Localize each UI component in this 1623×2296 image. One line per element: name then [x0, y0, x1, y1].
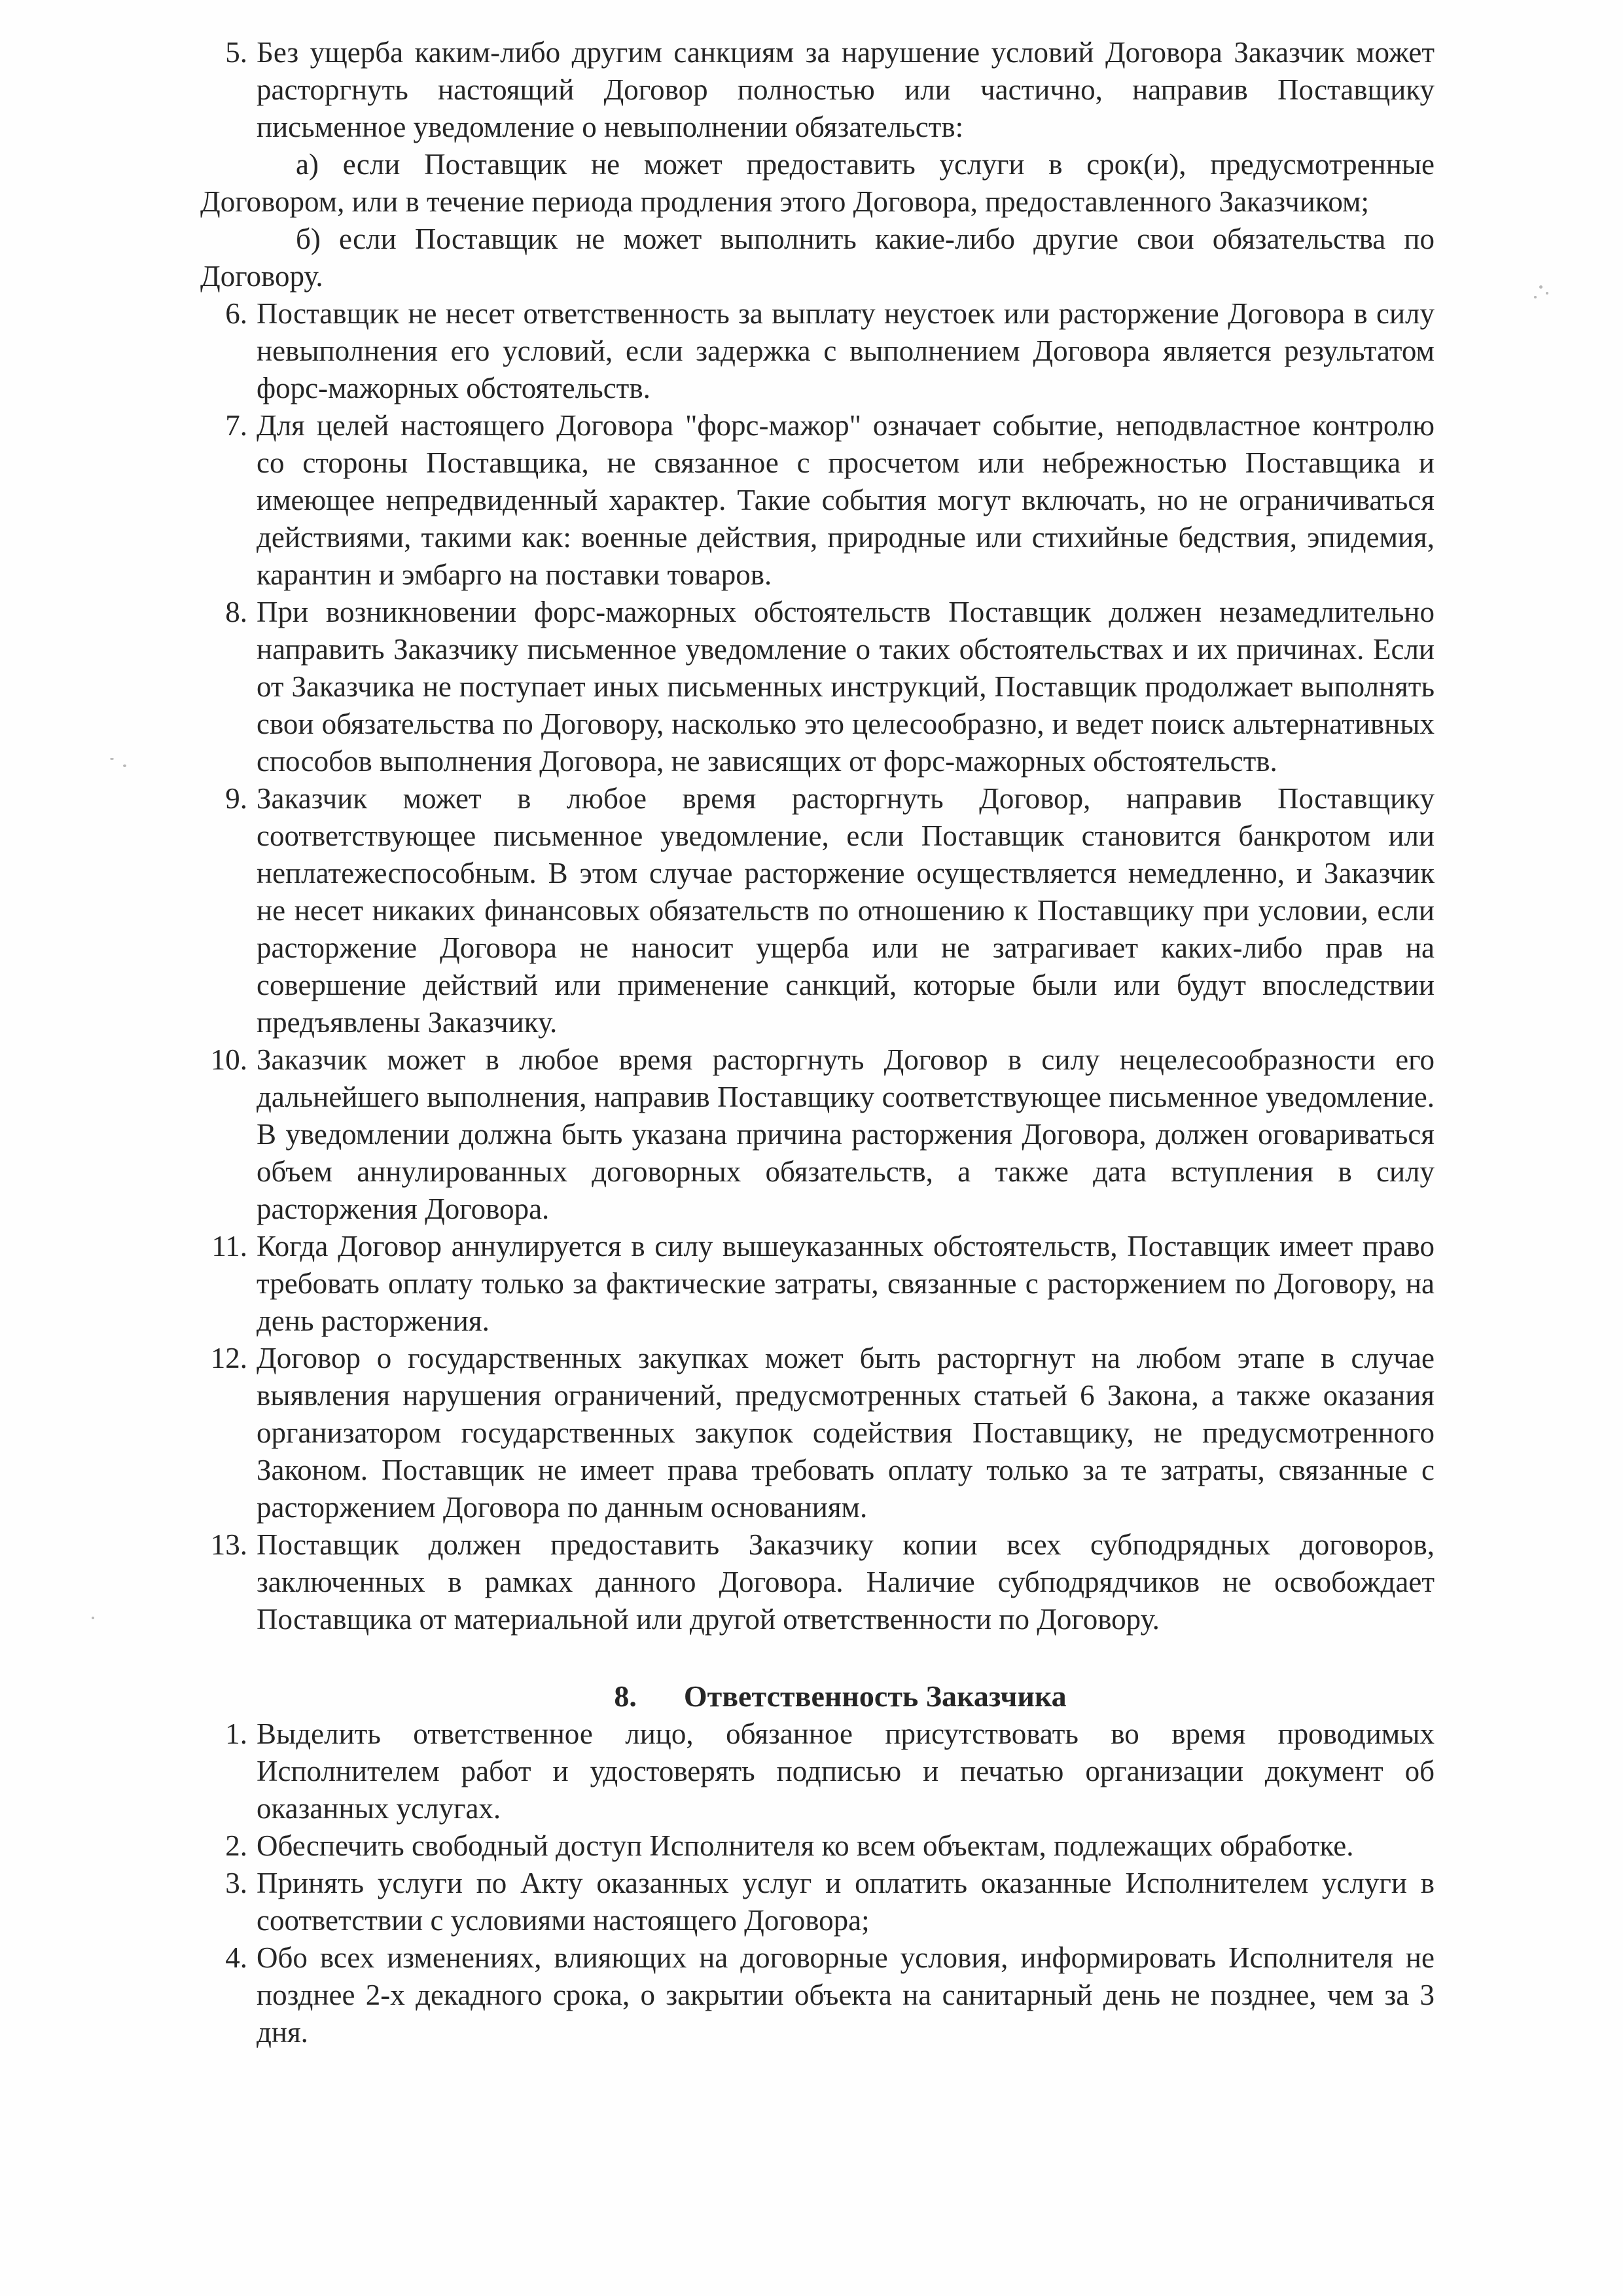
- clause-text: Без ущерба каким-либо другим санкциям за нарушение условий Договора Заказчик может расторгнуть настоящий Договор полностью или частично, направив Поставщику письменное уведомление о невыполнении обязательств:: [257, 36, 1435, 143]
- scan-speck: [110, 758, 114, 760]
- clause-text: При возникновении форс-мажорных обстоятельств Поставщик должен незамедлительно направить Заказчику письменное уведомление о таких обстоятельствах и их причинах. Если от Заказчика не поступает иных письменных инструкций, Поставщик продолжает выполнять свои обязательства по Договору, насколько это целесообразно, и ведет поиск альтернативных способов выполнения Договора, не зависящих от форс-мажорных обстоятельств.: [257, 596, 1435, 778]
- duty-text: Обо всех изменениях, влияющих на договорные условия, информировать Исполнителя не позднее 2-х декадного срока, о закрытии объекта на санитарный день не позднее, чем за 3 дня.: [257, 1941, 1435, 2049]
- duty-number: 4.: [225, 1941, 247, 1974]
- scan-speck: [92, 1617, 94, 1619]
- duty-number: 1.: [225, 1717, 247, 1750]
- duty-text: Обеспечить свободный доступ Исполнителя ко всем объектам, подлежащих обработке.: [257, 1829, 1354, 1862]
- duty-4: [200, 1939, 1435, 2051]
- clause-10: [200, 1041, 1435, 1228]
- clause-12: [200, 1340, 1435, 1526]
- clause-9: [200, 780, 1435, 1041]
- clause-number: 9.: [225, 782, 247, 815]
- clause-6: [200, 295, 1435, 407]
- duty-text: Принять услуги по Акту оказанных услуг и оплатить оказанные Исполнителем услуги в соответствии с условиями настоящего Договора;: [257, 1867, 1435, 1937]
- document-body: [200, 34, 1435, 2051]
- section-number: 8.: [614, 1679, 637, 1713]
- section-heading: [200, 1677, 1435, 1715]
- clause-number: 8.: [225, 596, 247, 628]
- clause-number: 10.: [210, 1043, 247, 1076]
- duty-3: [200, 1865, 1435, 1939]
- clause-5: [200, 34, 1435, 295]
- clause-number: 13.: [210, 1528, 247, 1561]
- clause-text: Договор о государственных закупках может быть расторгнут на любом этапе в случае выявления нарушения ограничений, предусмотренных статьей 6 Закона, а также оказания организатором государственных закупок содействия Поставщику, не предусмотренного Законом. Поставщик не имеет права требовать оплату только за те затраты, связанные с расторжением Договора по данным основаниям.: [257, 1342, 1435, 1524]
- scan-speck: [1539, 285, 1543, 289]
- clause-subitem-b: б) если Поставщик не может выполнить какие-либо другие свои обязательства по Договору.: [200, 223, 1435, 293]
- clause-number: 5.: [225, 36, 247, 69]
- duty-2: [200, 1827, 1435, 1865]
- clause-text: Поставщик не несет ответственность за выплату неустоек или расторжение Договора в силу невыполнения его условий, если задержка с выполнением Договора является результатом форс-мажорных обстоятельств.: [257, 297, 1435, 404]
- duty-number: 3.: [225, 1867, 247, 1899]
- scan-speck: [123, 764, 126, 767]
- duty-text: Выделить ответственное лицо, обязанное присутствовать во время проводимых Исполнителем работ и удостоверять подписью и печатью организации документ об оказанных услугах.: [257, 1717, 1435, 1825]
- clause-text: Для целей настоящего Договора "форс-мажор" означает событие, неподвластное контролю со стороны Поставщика, не связанное с просчетом или небрежностью Поставщика и имеющее непредвиденный характер. Такие события могут включать, но не ограничиваться действиями, такими как: военные действия, природные или стихийные бедствия, эпидемия, карантин и эмбарго на поставки товаров.: [257, 409, 1435, 591]
- scan-speck: [1534, 296, 1537, 298]
- clauses-list: [200, 34, 1435, 1638]
- clause-number: 11.: [211, 1230, 247, 1263]
- clause-text: Заказчик может в любое время расторгнуть Договор в силу нецелесообразности его дальнейшего выполнения, направив Поставщику соответствующее письменное уведомление. В уведомлении должна быть указана причина расторжения Договора, должен оговариваться объем аннулированных договорных обязательств, а также дата вступления в силу расторжения Договора.: [257, 1043, 1435, 1225]
- section-title: Ответственность Заказчика: [683, 1679, 1067, 1713]
- clause-text: Поставщик должен предоставить Заказчику копии всех субподрядных договоров, заключенных в рамках данного Договора. Наличие субподрядчиков не освобождает Поставщика от материальной или другой ответственности по Договору.: [257, 1528, 1435, 1636]
- clause-13: [200, 1526, 1435, 1638]
- customer-duties-list: [200, 1715, 1435, 2051]
- clause-subitem-a: а) если Поставщик не может предоставить услуги в срок(и), предусмотренные Договором, или в течение периода продления этого Договора, предоставленного Заказчиком;: [200, 148, 1435, 218]
- clause-8: [200, 594, 1435, 780]
- clause-number: 12.: [210, 1342, 247, 1374]
- clause-text: Заказчик может в любое время расторгнуть Договор, направив Поставщику соответствующее письменное уведомление, если Поставщик становится банкротом или неплатежеспособным. В этом случае расторжение осуществляется немедленно, и Заказчик не несет никаких финансовых обязательств по отношению к Поставщику при условии, если расторжение Договора не наносит ущерба или не затрагивает каких-либо прав на совершение действий или применение санкций, которые были или будут впоследствии предъявлены Заказчику.: [257, 782, 1435, 1039]
- clause-number: 6.: [225, 297, 247, 330]
- clause-text: Когда Договор аннулируется в силу вышеуказанных обстоятельств, Поставщик имеет право требовать оплату только за фактические затраты, связанные с расторжением по Договору, на день расторжения.: [257, 1230, 1435, 1337]
- duty-number: 2.: [225, 1829, 247, 1862]
- clause-number: 7.: [225, 409, 247, 442]
- scan-speck: [1546, 292, 1548, 295]
- clause-7: [200, 407, 1435, 594]
- clause-11: [200, 1228, 1435, 1340]
- duty-1: [200, 1715, 1435, 1827]
